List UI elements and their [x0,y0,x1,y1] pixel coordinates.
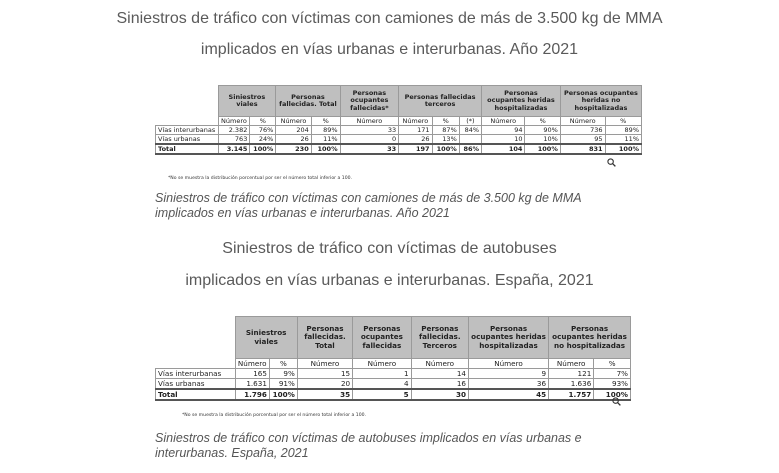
table1-image[interactable] [155,85,642,155]
cell: 831 [560,144,605,154]
cell: 165 [235,369,269,379]
cell: 91% [269,379,297,390]
table-total-row [156,389,631,400]
table-row [156,126,642,135]
t1-group-header: Siniestros viales [218,86,276,117]
t1-group-header: Personas ocupantes fallecidas* [340,86,399,117]
t1-subheader: Número [399,117,432,126]
cell: 26 [399,135,432,145]
cell: 204 [276,126,311,135]
table1-caption: Siniestros de tráfico con víctimas con camiones de más de 3.500 kg de MMA implicados en vías urbanas e interurbanas. Año 2021 [155,191,582,220]
cell: 230 [276,144,311,154]
cell: 7% [594,369,631,379]
t1-subheader: Número [560,117,605,126]
t1-group-header: Personas fallecidas. Total [276,86,340,117]
cell: 100% [525,144,560,154]
t2-group-header: Personas fallecidas. Total [297,317,352,359]
row-label: Vías interurbanas [156,369,236,379]
t1-subheader: Número [276,117,311,126]
t2-subheader: Número [469,359,549,369]
row-label: Vías urbanas [156,379,236,390]
cell: 5 [353,389,412,400]
magnifier-zoom-icon[interactable] [612,397,621,406]
t2-group-header: Siniestros viales [235,317,297,359]
cell: 10% [525,135,560,145]
table1-heading-line1: Siniestros de tráfico con víctimas con camiones de más de 3.500 kg de MMA [116,10,663,27]
cell: 2.382 [218,126,250,135]
cell: 94 [482,126,525,135]
cell: 16 [411,379,468,390]
cell: 1.757 [549,389,594,400]
cell: 9% [269,369,297,379]
cell: 13% [432,135,459,145]
cell: 121 [549,369,594,379]
cell: 763 [218,135,250,145]
table2-caption: Siniestros de tráfico con víctimas de autobuses implicados en vías urbanas e interurbanas. España, 2021 [155,431,582,460]
t2-subheader: Número [297,359,352,369]
t1-group-header: Personas ocupantes heridas no hospitalizadas [560,86,641,117]
cell: 24% [250,135,276,145]
t1-group-header: Personas ocupantes heridas hospitalizadas [482,86,561,117]
cell: 33 [340,126,399,135]
cell: 33 [340,144,399,154]
cell: 1.796 [235,389,269,400]
t2-group-header: Personas fallecidas. Terceros [411,317,468,359]
cell: 100% [432,144,459,154]
cell: 1.636 [549,379,594,390]
cell: 86% [459,144,481,154]
t2-subheader: Número [235,359,269,369]
cell: 100% [250,144,276,154]
cell: 35 [297,389,352,400]
cell: 30 [411,389,468,400]
cell: 14 [411,369,468,379]
table-row [156,135,642,145]
t1-subheader: % [311,117,340,126]
cell: 20 [297,379,352,390]
row-label: Total [156,389,236,400]
cell: 76% [250,126,276,135]
t2-group-header: Personas ocupantes fallecidas [353,317,412,359]
table-total-row [156,144,642,154]
t2-subheader: Número [353,359,412,369]
table2-image[interactable] [155,316,631,401]
cell: 104 [482,144,525,154]
cell: 3.145 [218,144,250,154]
table1-heading-line2: implicados en vías urbanas e interurbanas. Año 2021 [200,41,579,58]
cell: 89% [311,126,340,135]
cell: 15 [297,369,352,379]
t1-subheader: Número [218,117,250,126]
cell: 4 [353,379,412,390]
cell: 26 [276,135,311,145]
cell: 100% [594,389,631,400]
t1-subheader: Número [340,117,399,126]
cell: 93% [594,379,631,390]
cell: 84% [459,126,481,135]
cell: 1.631 [235,379,269,390]
cell: 11% [311,135,340,145]
t1-subheader: % [525,117,560,126]
cell: 11% [605,135,641,145]
t2-subheader: % [269,359,297,369]
t1-group-header: Personas fallecidas terceros [399,86,482,117]
table2-footnote: *No se muestra la distribución porcentual por ser el número total inferior a 100. [182,413,367,418]
cell: 171 [399,126,432,135]
t2-group-header: Personas ocupantes heridas no hospitalizadas [549,317,631,359]
t2-group-header: Personas ocupantes heridas hospitalizadas [469,317,549,359]
cell: 95 [560,135,605,145]
t1-subheader: % [432,117,459,126]
cell: 100% [269,389,297,400]
cell: 100% [311,144,340,154]
table2-heading-line2: implicados en vías urbanas e interurbanas. España, 2021 [185,272,594,289]
cell: 10 [482,135,525,145]
cell: 736 [560,126,605,135]
row-label: Vías interurbanas [156,126,219,135]
t2-subheader: % [594,359,631,369]
table-row [156,379,631,390]
cell [459,135,481,145]
cell: 197 [399,144,432,154]
table2-heading-line1: Siniestros de tráfico con víctimas de autobuses [222,240,557,257]
cell: 87% [432,126,459,135]
magnifier-zoom-icon[interactable] [607,158,616,167]
cell: 89% [605,126,641,135]
cell: 36 [469,379,549,390]
t2-subheader: Número [549,359,594,369]
cell: 9 [469,369,549,379]
t2-subheader: Número [411,359,468,369]
t1-subheader: (*) [459,117,481,126]
row-label: Vías urbanas [156,135,219,145]
t1-subheader: % [250,117,276,126]
cell: 1 [353,369,412,379]
row-label: Total [156,144,219,154]
t1-subheader: % [605,117,641,126]
t1-subheader: Número [482,117,525,126]
table1-footnote: *No se muestra la distribución porcentual por ser el número total inferior a 100. [168,176,353,181]
cell: 0 [340,135,399,145]
cell: 90% [525,126,560,135]
table-row [156,369,631,379]
cell: 100% [605,144,641,154]
cell: 45 [469,389,549,400]
